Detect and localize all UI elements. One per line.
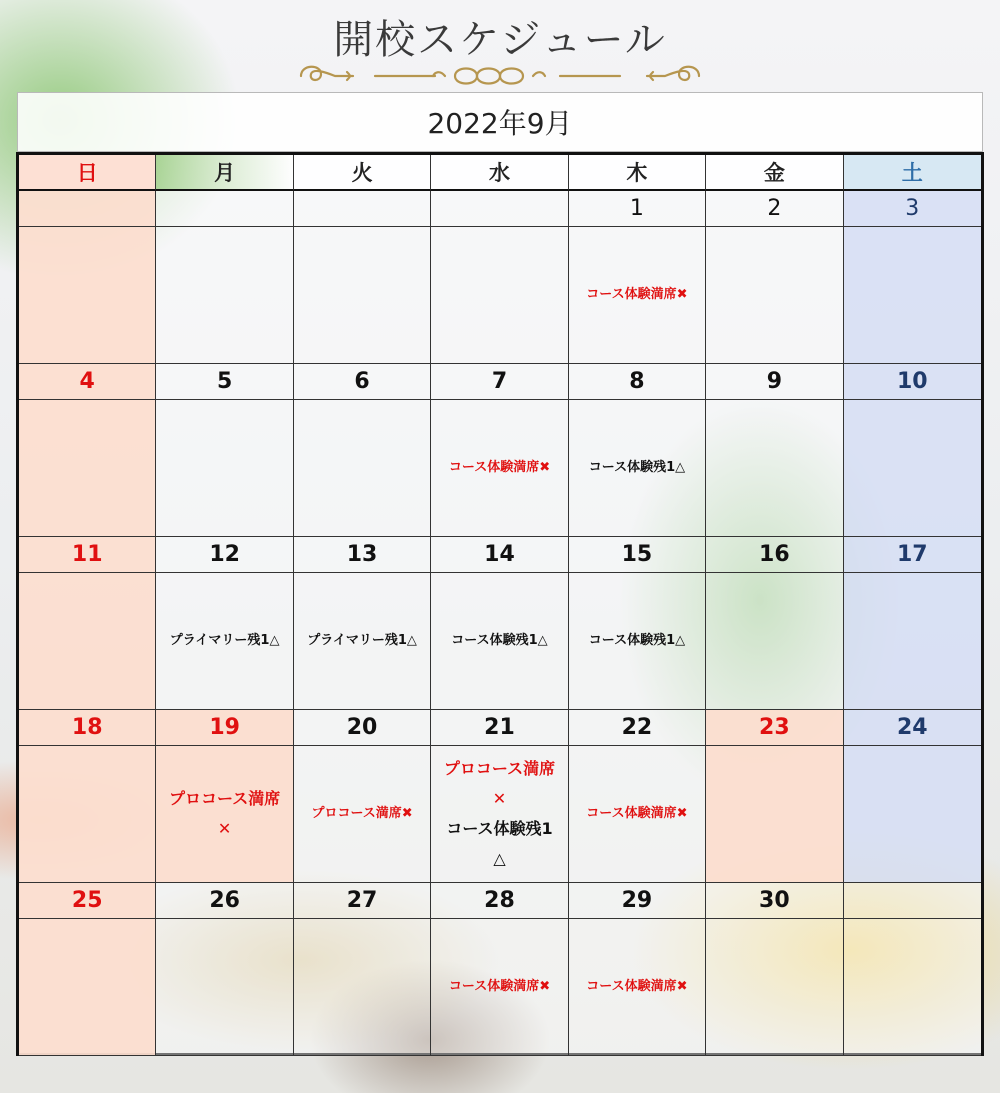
month-header: 2022年9月 bbox=[17, 92, 983, 152]
day-cell[interactable] bbox=[706, 746, 843, 883]
day-cell[interactable] bbox=[294, 919, 431, 1056]
day-number: 30 bbox=[706, 883, 843, 919]
event-full-label: コース体験満席✖ bbox=[448, 460, 551, 475]
event-full-label: コース体験満席✖ bbox=[586, 287, 688, 302]
day-cell[interactable] bbox=[569, 746, 706, 883]
page-title: 開校スケジュール bbox=[333, 17, 667, 63]
day-number: 29 bbox=[569, 883, 706, 919]
day-number: 20 bbox=[294, 710, 431, 746]
day-cell[interactable] bbox=[569, 227, 706, 364]
day-number: 19 bbox=[156, 710, 293, 746]
day-number: 18 bbox=[19, 710, 156, 746]
event-full-label: プロコース満席 ✕ bbox=[169, 789, 281, 838]
event-full-label: プロコース満席✖ bbox=[311, 806, 413, 821]
day-number bbox=[156, 191, 293, 227]
day-number: 16 bbox=[706, 537, 843, 573]
day-cell[interactable] bbox=[19, 746, 156, 883]
day-number bbox=[844, 883, 981, 919]
day-cell[interactable] bbox=[431, 400, 568, 537]
day-number: 14 bbox=[431, 537, 568, 573]
day-number: 22 bbox=[569, 710, 706, 746]
day-cell[interactable] bbox=[294, 400, 431, 537]
day-number: 12 bbox=[156, 537, 293, 573]
day-number: 15 bbox=[569, 537, 706, 573]
day-cell[interactable] bbox=[19, 573, 156, 710]
weekday-header: 水 bbox=[431, 155, 568, 191]
day-cell[interactable] bbox=[294, 573, 431, 710]
day-number: 25 bbox=[19, 883, 156, 919]
event-full-label: プロコース満席 ✕ bbox=[443, 759, 556, 808]
day-cell[interactable] bbox=[569, 573, 706, 710]
day-number: 6 bbox=[294, 364, 431, 400]
day-number: 1 bbox=[569, 191, 706, 227]
day-cell[interactable] bbox=[844, 746, 981, 883]
weekday-header: 金 bbox=[706, 155, 843, 191]
weekday-header: 日 bbox=[19, 155, 156, 191]
day-cell[interactable] bbox=[431, 573, 568, 710]
day-cell[interactable] bbox=[156, 400, 293, 537]
day-cell[interactable] bbox=[431, 746, 568, 883]
event-full-label: コース体験満席✖ bbox=[586, 979, 688, 994]
event-available-label: プライマリー残1△ bbox=[307, 633, 417, 648]
day-cell[interactable] bbox=[156, 227, 293, 364]
ornament-divider-icon bbox=[295, 58, 705, 94]
day-number: 4 bbox=[19, 364, 156, 400]
day-number: 24 bbox=[844, 710, 981, 746]
event-available-label: コース体験残1△ bbox=[451, 633, 548, 648]
day-number: 26 bbox=[156, 883, 293, 919]
day-number bbox=[19, 191, 156, 227]
day-number bbox=[431, 191, 568, 227]
day-cell[interactable] bbox=[19, 227, 156, 364]
day-cell[interactable] bbox=[844, 400, 981, 537]
day-number: 11 bbox=[19, 537, 156, 573]
day-number: 5 bbox=[156, 364, 293, 400]
day-cell[interactable] bbox=[569, 919, 706, 1056]
day-cell[interactable] bbox=[431, 227, 568, 364]
weekday-header: 木 bbox=[569, 155, 706, 191]
day-number: 21 bbox=[431, 710, 568, 746]
day-cell[interactable] bbox=[844, 227, 981, 364]
event-available-label: コース体験残1△ bbox=[588, 460, 686, 475]
weekday-header: 火 bbox=[294, 155, 431, 191]
day-cell[interactable] bbox=[294, 746, 431, 883]
day-cell[interactable] bbox=[706, 400, 843, 537]
event-available-label: コース体験残1 △ bbox=[446, 819, 553, 868]
event-available-label: コース体験残1△ bbox=[588, 633, 686, 648]
day-number: 3 bbox=[844, 191, 981, 227]
day-cell[interactable] bbox=[19, 919, 156, 1056]
weekday-header: 月 bbox=[156, 155, 293, 191]
day-number: 13 bbox=[294, 537, 431, 573]
day-cell[interactable] bbox=[156, 746, 293, 883]
day-number: 2 bbox=[706, 191, 843, 227]
event-available-label: プライマリー残1△ bbox=[169, 633, 280, 648]
day-number bbox=[294, 191, 431, 227]
day-cell[interactable] bbox=[569, 400, 706, 537]
day-cell[interactable] bbox=[156, 919, 293, 1056]
day-cell[interactable] bbox=[706, 919, 843, 1056]
calendar-grid bbox=[16, 152, 984, 1056]
day-number: 9 bbox=[706, 364, 843, 400]
day-number: 17 bbox=[844, 537, 981, 573]
event-full-label: コース体験満席✖ bbox=[448, 979, 551, 994]
day-number: 28 bbox=[431, 883, 568, 919]
weekday-header: 土 bbox=[844, 155, 981, 191]
day-cell[interactable] bbox=[706, 227, 843, 364]
day-number: 27 bbox=[294, 883, 431, 919]
day-number: 10 bbox=[844, 364, 981, 400]
day-cell[interactable] bbox=[294, 227, 431, 364]
day-cell[interactable] bbox=[19, 400, 156, 537]
day-cell[interactable] bbox=[156, 573, 293, 710]
day-number: 7 bbox=[431, 364, 568, 400]
day-cell[interactable] bbox=[706, 573, 843, 710]
day-number: 23 bbox=[706, 710, 843, 746]
event-full-label: コース体験満席✖ bbox=[586, 806, 688, 821]
day-cell[interactable] bbox=[431, 919, 568, 1056]
day-cell[interactable] bbox=[844, 573, 981, 710]
day-number: 8 bbox=[569, 364, 706, 400]
day-cell[interactable] bbox=[844, 919, 981, 1056]
